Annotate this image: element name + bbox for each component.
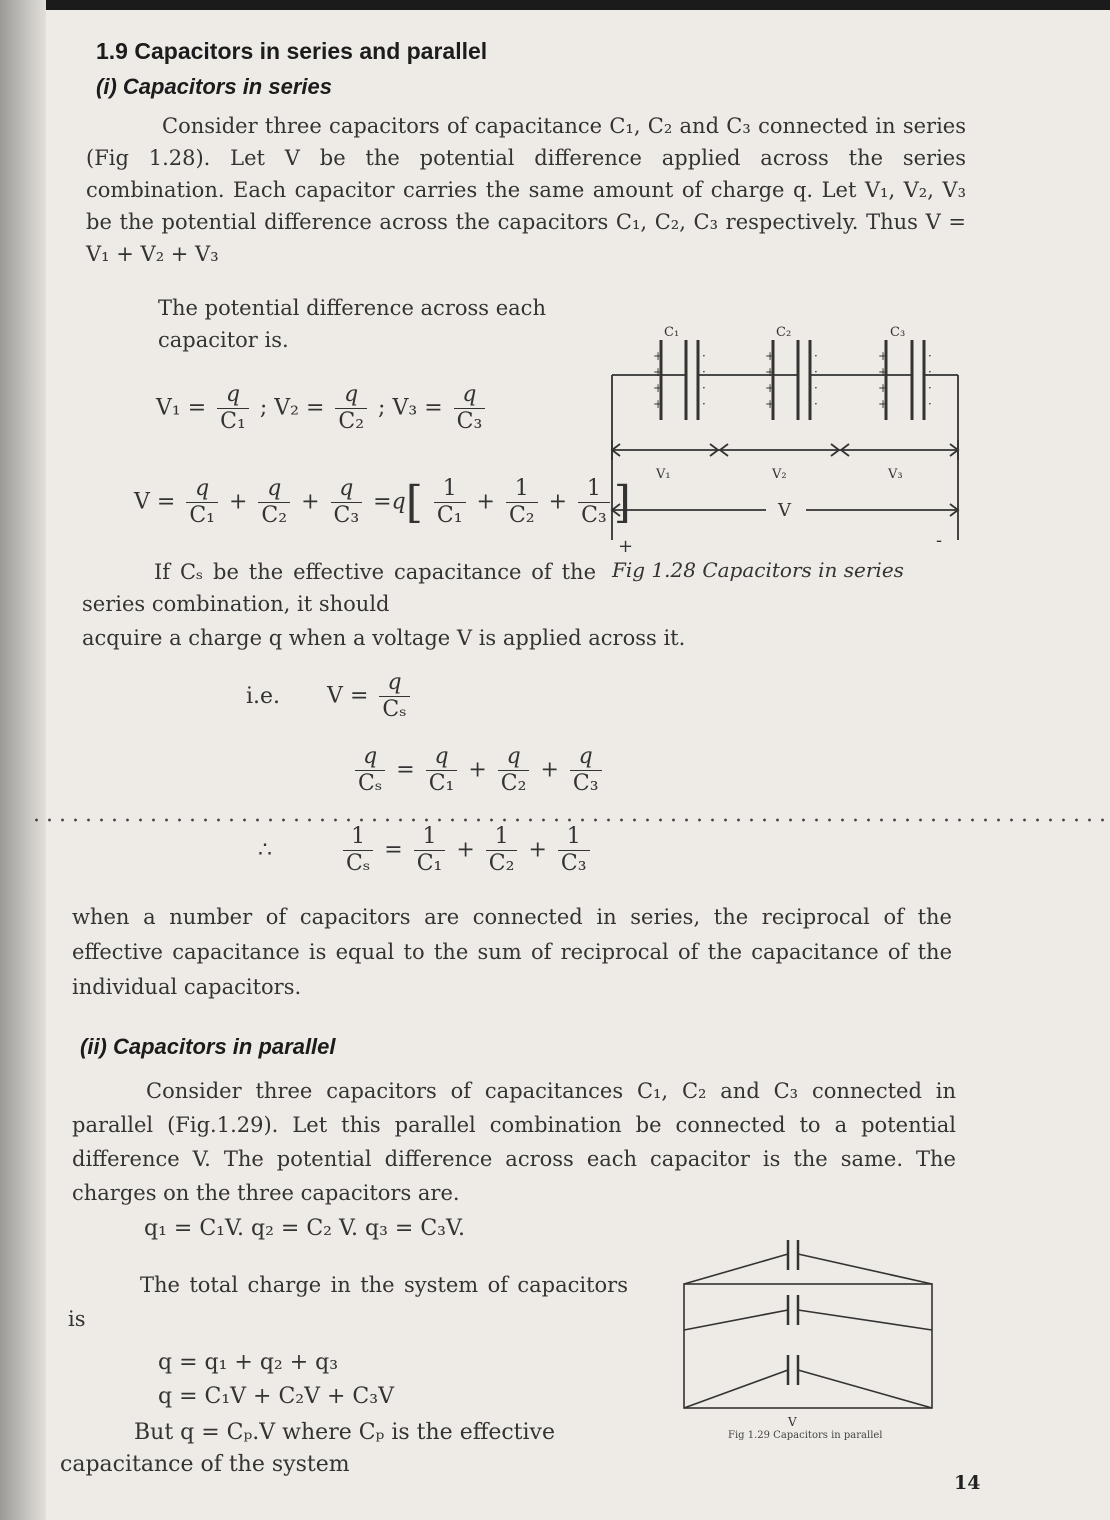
svg-text:+: +	[765, 397, 776, 411]
denominator: C₂	[488, 851, 515, 876]
parallel-heading: (ii) Capacitors in parallel	[80, 1034, 336, 1059]
v1-symbol: V₁	[156, 395, 181, 421]
svg-text:+: +	[765, 381, 776, 395]
svg-text:·: ·	[814, 365, 818, 379]
equals-sign: =	[305, 395, 325, 421]
v-symbol: V	[327, 683, 343, 709]
book-spine-shadow	[0, 0, 46, 1520]
total-charge-expanded-equation: q = C₁V + C₂V + C₃V	[158, 1384, 394, 1409]
denominator: C₂	[261, 503, 288, 528]
series-capacitor-figure	[606, 310, 976, 560]
label-v1: V₁	[656, 467, 671, 482]
minus-terminal: -	[936, 530, 943, 551]
svg-text:+: +	[878, 397, 889, 411]
series-intro-text: Consider three capacitors of capacitance C₁, C₂ and C₃ connected in series (Fig 1.28). Let V be the potential difference applied across the series combination. Each capacitor carries the same amount of charge q. Let V₁, V₂, V₃ be the potential difference across the capacitors C₁, C₂, C₃ respectively. Thus V = V₁ + V₂ + V₃	[86, 114, 966, 266]
label-v3: V₃	[888, 467, 903, 482]
svg-text:·: ·	[702, 381, 706, 395]
numerator: q	[355, 744, 385, 771]
svg-text:·: ·	[702, 349, 706, 363]
series-figure-caption: Fig 1.28 Capacitors in series	[612, 558, 904, 582]
plus-sign: +	[476, 489, 495, 515]
series-ie-equation	[246, 670, 414, 723]
svg-text:·: ·	[814, 349, 818, 363]
numerator: q	[379, 670, 409, 697]
numerator: 1	[343, 824, 373, 851]
numerator: q	[258, 476, 290, 503]
series-intro-paragraph	[86, 110, 966, 270]
denominator: C₃	[581, 503, 607, 528]
svg-text:·: ·	[702, 397, 706, 411]
separator: ;	[378, 395, 386, 421]
numerator: q	[426, 744, 458, 771]
numerator: 1	[414, 824, 446, 851]
parallel-charges-equation: q₁ = C₁V. q₂ = C₂ V. q₃ = C₃V.	[144, 1216, 466, 1241]
fraction-q-cs	[355, 744, 385, 797]
numerator: q	[498, 744, 530, 771]
denominator: C₂	[508, 503, 535, 528]
denominator: Cₛ	[358, 771, 383, 796]
fraction-q-c2	[498, 744, 530, 797]
fraction-q-c3	[570, 744, 602, 797]
v2-symbol: V₂	[274, 395, 299, 421]
fraction-1-c3	[558, 824, 590, 877]
fraction-q-c2	[335, 382, 367, 435]
fraction-1-c1	[434, 476, 466, 529]
pd-each-capacitor-text: The potential difference across each capacitor is.	[158, 296, 546, 352]
fraction-q-c2	[258, 476, 290, 529]
numerator: q	[335, 382, 367, 409]
svg-text:+: +	[878, 349, 889, 363]
svg-text:·: ·	[814, 397, 818, 411]
plus-sign: +	[528, 837, 547, 863]
capacitance-of-system-text: capacitance of the system	[60, 1452, 350, 1477]
fraction-1-cs	[343, 824, 373, 877]
total-voltage-equation: V = $\frac{q}{\text{C₁}}$ + $\frac{q}{\text{C₂}}$ + $\frac{q}{\text{C₃}}$ =q[ $\frac{1}{\text{C₁}}$ + $\frac{1}{\text{C₂}}$ + $\frac{1}{\text{C₃}}$ ]	[134, 476, 631, 528]
svg-text:+: +	[653, 349, 664, 363]
equals-sign: =	[396, 757, 415, 783]
numerator: q	[570, 744, 602, 771]
svg-text:+: +	[878, 381, 889, 395]
plus-sign: +	[301, 489, 320, 515]
effective-cp-text: But q = Cₚ.V where Cₚ is the effective	[134, 1420, 556, 1445]
denominator: C₂	[338, 409, 365, 434]
fraction-q-c1	[426, 744, 458, 797]
equals-sign: =	[187, 395, 207, 421]
denominator: C₃	[333, 503, 360, 528]
numerator: 1	[506, 476, 538, 503]
svg-text:+: +	[765, 365, 776, 379]
denominator: C₁	[189, 503, 215, 528]
effective-capacitance-paragraph: If Cₛ be the effective capacitance of the series combination, it should	[82, 560, 596, 616]
label-v2: V₂	[772, 467, 787, 482]
equals-sign: =	[156, 489, 176, 515]
denominator: C₁	[436, 503, 463, 528]
numerator: 1	[486, 824, 518, 851]
total-charge-equation: q = q₁ + q₂ + q₃	[158, 1350, 339, 1375]
equals-sign: =	[373, 489, 392, 515]
equals-sign: =	[424, 395, 443, 421]
fraction-q-c1	[217, 382, 249, 435]
svg-text:·: ·	[814, 381, 818, 395]
label-c3: C₃	[890, 325, 906, 340]
plus-sign: +	[540, 757, 559, 783]
v-symbol: V	[134, 489, 150, 515]
denominator: C₁	[416, 851, 443, 876]
parallel-label-v: V	[788, 1415, 797, 1429]
fraction-1-c3	[578, 476, 610, 529]
denominator: C₃	[560, 851, 587, 876]
page-number: 14	[954, 1472, 981, 1494]
separator: ;	[259, 395, 268, 421]
textbook-page	[46, 10, 1110, 1520]
svg-text:+: +	[653, 397, 664, 411]
fraction-1-c1	[414, 824, 446, 877]
numerator: q	[186, 476, 218, 503]
plus-terminal: +	[618, 536, 634, 557]
fraction-1-c2	[486, 824, 518, 877]
svg-text:+: +	[653, 381, 664, 395]
q-symbol: q	[391, 489, 406, 515]
page-top-edge	[0, 0, 1110, 10]
svg-text:·: ·	[702, 365, 706, 379]
denominator: C₃	[456, 409, 483, 434]
total-charge-text: The total charge in the system of capacitors is	[68, 1273, 628, 1331]
svg-text:·: ·	[928, 397, 932, 411]
denominator: Cₛ	[346, 851, 371, 876]
ie-label: i.e.	[246, 683, 281, 709]
denominator: C₁	[220, 409, 246, 434]
dotted-print-artifact	[30, 818, 1105, 822]
denominator: C₁	[428, 771, 455, 796]
parallel-capacitor-figure	[678, 1240, 938, 1440]
svg-text:+: +	[765, 349, 776, 363]
denominator: Cₛ	[382, 697, 407, 722]
fraction-q-c1	[186, 476, 218, 529]
numerator: 1	[434, 476, 466, 503]
svg-text:+: +	[653, 365, 664, 379]
fraction-q-c3	[331, 476, 363, 529]
denominator: C₂	[500, 771, 527, 796]
fraction-q-cs	[379, 670, 409, 723]
svg-text:·: ·	[928, 381, 932, 395]
parallel-figure-caption: Fig 1.29 Capacitors in parallel	[728, 1430, 883, 1440]
charge-sum-equation	[351, 744, 606, 797]
numerator: 1	[558, 824, 590, 851]
fraction-1-c2	[506, 476, 538, 529]
plus-sign: +	[548, 489, 568, 515]
numerator: q	[454, 382, 486, 409]
numerator: 1	[578, 476, 610, 503]
plus-sign: +	[468, 757, 487, 783]
parallel-intro-paragraph: Consider three capacitors of capacitances C₁, C₂ and C₃ connected in parallel (Fig.1.29). Let this parallel combination be connected to a potential difference V. The potential difference across each capacitor is the same. The charges on the three capacitors are.	[72, 1079, 956, 1205]
v3-symbol: V₃	[392, 395, 418, 421]
numerator: q	[217, 382, 249, 409]
plus-sign: +	[228, 489, 248, 515]
equals-sign: =	[384, 837, 403, 863]
reciprocal-sum-equation	[258, 824, 594, 877]
therefore-symbol: ∴	[258, 837, 272, 863]
svg-text:·: ·	[928, 365, 932, 379]
denominator: C₃	[572, 771, 599, 796]
series-heading: (i) Capacitors in series	[96, 74, 332, 99]
svg-text:+: +	[878, 365, 889, 379]
label-total-v: V	[778, 500, 791, 521]
equals-sign: =	[349, 683, 369, 709]
plus-sign: +	[456, 837, 475, 863]
section-title: 1.9 Capacitors in series and parallel	[96, 38, 488, 64]
series-conclusion: when a number of capacitors are connected in series, the reciprocal of the effective capacitance is equal to the sum of reciprocal of the capacitance of the individual capacitors.	[72, 905, 952, 999]
label-c2: C₂	[776, 325, 792, 340]
numerator: q	[331, 476, 363, 503]
acquire-charge-text: acquire a charge q when a voltage V is applied across it.	[82, 626, 686, 650]
label-c1: C₁	[664, 325, 680, 340]
fraction-q-c3	[454, 382, 486, 435]
svg-text:·: ·	[928, 349, 932, 363]
individual-voltage-equations	[156, 382, 489, 435]
